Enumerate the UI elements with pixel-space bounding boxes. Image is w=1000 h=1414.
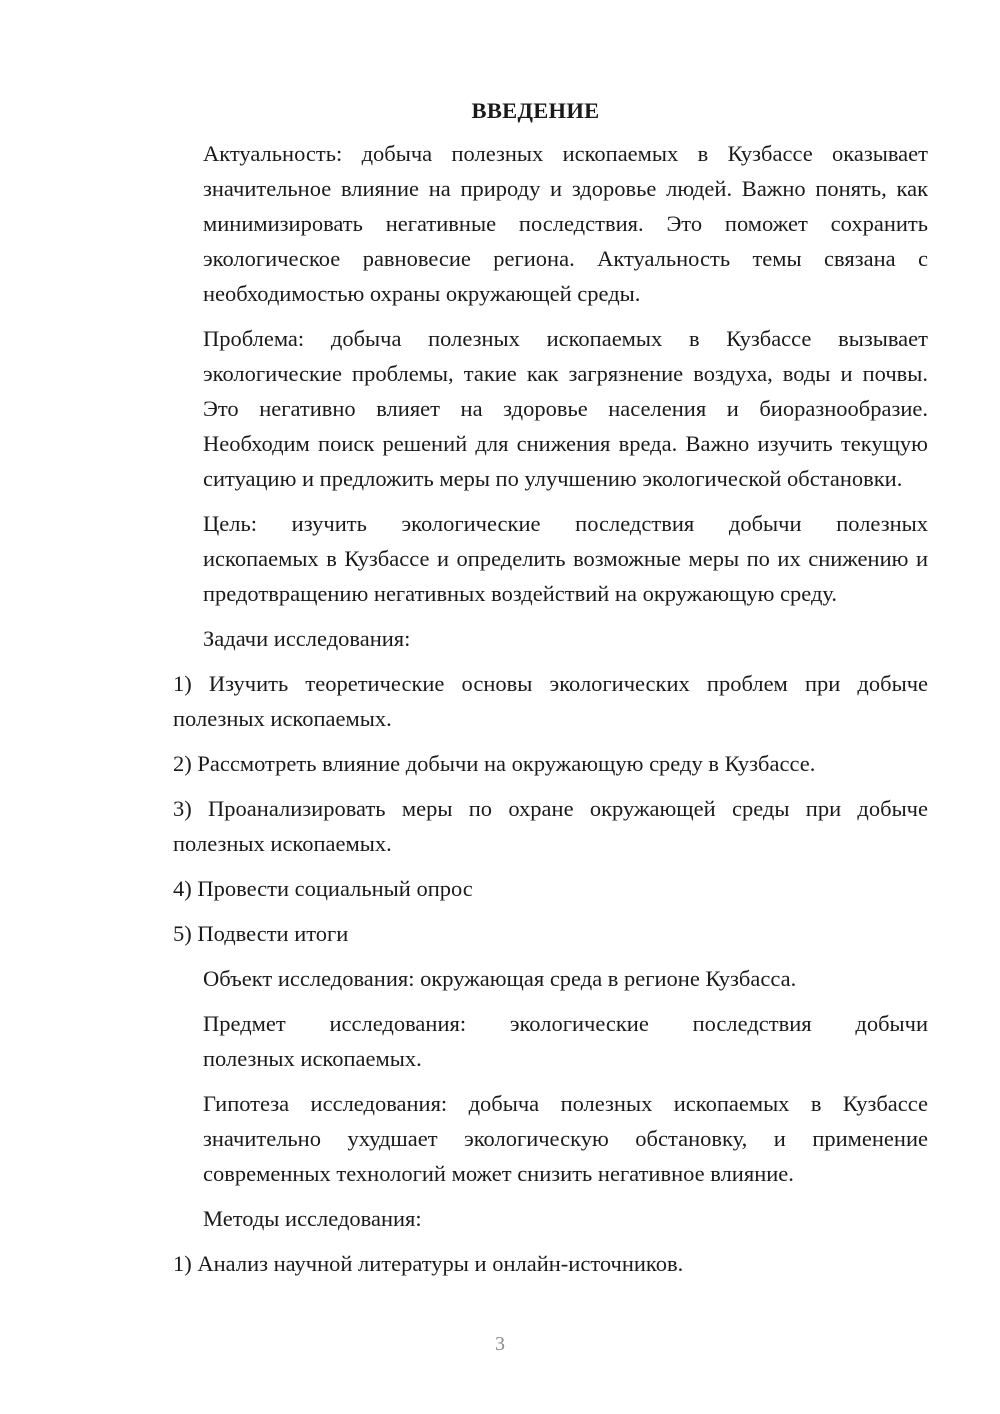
text-line: 2) Рассмотреть влияние добычи на окружающую среду в Кузбассе. — [173, 751, 816, 776]
list-item — [143, 871, 928, 906]
text-line: Предмет исследования: экологические последствия добычи — [203, 1011, 928, 1036]
text-line: Актуальность: добыча полезных ископаемых в Кузбассе оказывает — [203, 141, 928, 166]
text-line: необходимостью охраны окружающей среды. — [203, 281, 641, 306]
text-line: ситуацию и предложить меры по улучшению экологической обстановки. — [203, 466, 903, 491]
paragraph — [143, 621, 928, 656]
text-line: 1) Анализ научной литературы и онлайн-источников. — [173, 1251, 684, 1276]
text-line: Гипотеза исследования: добыча полезных ископаемых в Кузбассе — [203, 1091, 928, 1116]
page-content — [143, 93, 928, 1291]
text-line: полезных ископаемых. — [173, 706, 392, 731]
list-item — [143, 916, 928, 951]
text-line: значительное влияние на природу и здоровье людей. Важно понять, как — [203, 176, 928, 201]
text-line: экологическое равновесие региона. Актуальность темы связана с — [203, 246, 928, 271]
list-item — [143, 666, 928, 736]
text-line: полезных ископаемых. — [203, 1046, 422, 1071]
text-line: Необходим поиск решений для снижения вреда. Важно изучить текущую — [203, 431, 928, 456]
paragraph — [143, 1006, 928, 1076]
text-line: предотвращению негативных воздействий на окружающую среду. — [203, 581, 838, 606]
list-item — [143, 1246, 928, 1281]
paragraph — [143, 321, 928, 496]
paragraph — [143, 1201, 928, 1236]
text-line: 3) Проанализировать меры по охране окружающей среды при добыче — [173, 796, 928, 821]
text-line: Это негативно влияет на здоровье населения и биоразнообразие. — [203, 396, 928, 421]
text-line: Задачи исследования: — [203, 626, 411, 651]
text-line: Цель: изучить экологические последствия добычи полезных — [203, 511, 928, 536]
text-line: Методы исследования: — [203, 1206, 422, 1231]
paragraph — [143, 961, 928, 996]
text-line: ископаемых в Кузбассе и определить возможные меры по их снижению и — [203, 546, 928, 571]
text-line: полезных ископаемых. — [173, 831, 392, 856]
text-line: 5) Подвести итоги — [173, 921, 349, 946]
page-title: ВВЕДЕНИЕ — [471, 98, 600, 123]
text-line: 4) Провести социальный опрос — [173, 876, 473, 901]
list-item — [143, 791, 928, 861]
paragraph — [143, 506, 928, 611]
text-line: 1) Изучить теоретические основы экологических проблем при добыче — [173, 671, 928, 696]
list-item — [143, 746, 928, 781]
text-line: Объект исследования: окружающая среда в регионе Кузбасса. — [203, 966, 797, 991]
body-text — [143, 136, 928, 1281]
text-line: минимизировать негативные последствия. Это поможет сохранить — [203, 211, 928, 236]
text-line: современных технологий может снизить негативное влияние. — [203, 1161, 794, 1186]
page-number: 3 — [495, 1333, 505, 1355]
text-line: Проблема: добыча полезных ископаемых в Кузбассе вызывает — [203, 326, 928, 351]
paragraph — [143, 1086, 928, 1191]
paragraph — [143, 136, 928, 311]
text-line: значительно ухудшает экологическую обстановку, и применение — [203, 1126, 928, 1151]
text-line: экологические проблемы, такие как загрязнение воздуха, воды и почвы. — [203, 361, 928, 386]
